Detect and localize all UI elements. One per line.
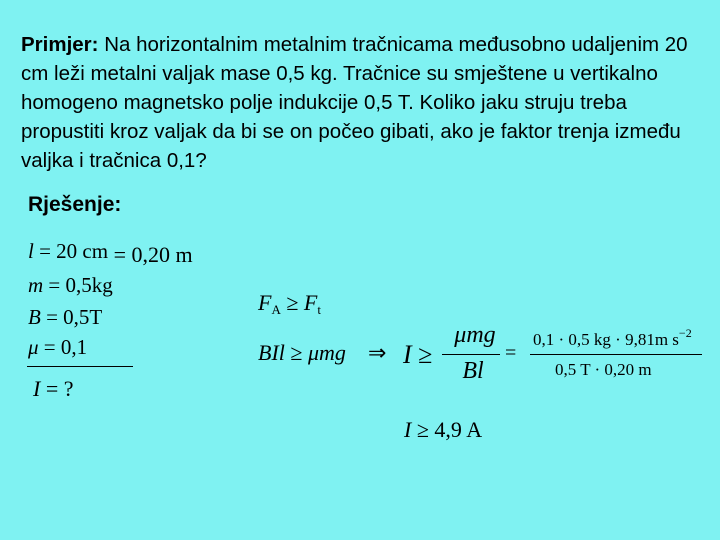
inequality-op: ≥ <box>284 340 308 365</box>
problem-text: Na horizontalnim metalnim tračnicama međusobno udaljenim 20 cm leži metalni valjak mase 0,5 kg. Tračnice su smještene u vertikalno homogeno magnetsko polje indukcije 0,5 T. Koliko jaku struju treba propustiti kroz valjak da bi se on počeo gibati, ako je faktor trenja između valjka i tračnica 0,1? <box>21 33 688 172</box>
problem-statement <box>21 30 711 175</box>
unknown-current <box>33 376 74 402</box>
result-symbol: I <box>404 417 412 442</box>
inequality-rhs: μmg <box>307 340 346 365</box>
solution-heading: Rješenje: <box>28 193 122 216</box>
given-length-value: = 20 cm <box>33 239 109 263</box>
force-a-subscript: A <box>271 302 281 317</box>
given-mass-value: = 0,5kg <box>43 273 113 297</box>
solve-symbol: I <box>403 340 412 369</box>
given-field-value: = 0,5T <box>40 305 103 329</box>
numeric-numerator <box>533 326 692 350</box>
given-divider <box>27 366 133 367</box>
numeric-numerator-text: 0,1 · 0,5 kg · 9,81m s <box>533 330 679 349</box>
given-length-symbol: l <box>28 239 34 263</box>
implies-arrow: ⇒ <box>368 340 387 365</box>
solve-op: ≥ <box>418 340 433 369</box>
given-field <box>28 305 102 330</box>
given-friction-value: = 0,1 <box>38 335 88 359</box>
given-field-symbol: B <box>28 305 41 329</box>
solve-denominator <box>445 358 501 385</box>
solve-numerator <box>445 322 505 349</box>
force-condition <box>258 290 321 318</box>
result-value: 4,9 A <box>434 417 483 442</box>
given-friction-symbol: μ <box>28 335 39 359</box>
numeric-denominator: 0,5 T · 0,20 m <box>555 360 652 379</box>
given-friction <box>28 335 87 360</box>
numeric-fraction-line <box>530 354 702 355</box>
solve-numerator-text: μmg <box>454 322 496 348</box>
given-length-converted: = 0,20 m <box>108 242 193 267</box>
given-mass-symbol: m <box>28 273 44 297</box>
force-t-symbol: F <box>303 290 318 315</box>
problem-label: Primjer: <box>21 33 99 56</box>
solve-denominator-text: Bl <box>462 358 484 384</box>
force-t-subscript: t <box>317 302 321 317</box>
result <box>404 417 482 443</box>
equals-sign: = <box>505 342 517 364</box>
force-inequality <box>258 340 346 366</box>
solve-lhs <box>403 340 432 370</box>
force-condition-op: ≥ <box>280 290 304 315</box>
given-length <box>28 238 193 267</box>
numeric-exponent: −2 <box>678 326 692 340</box>
force-a-symbol: F <box>258 290 272 315</box>
solve-fraction-line <box>442 354 500 355</box>
given-mass <box>28 273 113 298</box>
result-op: ≥ <box>411 417 435 442</box>
unknown-value: = ? <box>40 376 74 401</box>
inequality-lhs: BIl <box>258 340 285 365</box>
unknown-symbol: I <box>33 376 41 401</box>
